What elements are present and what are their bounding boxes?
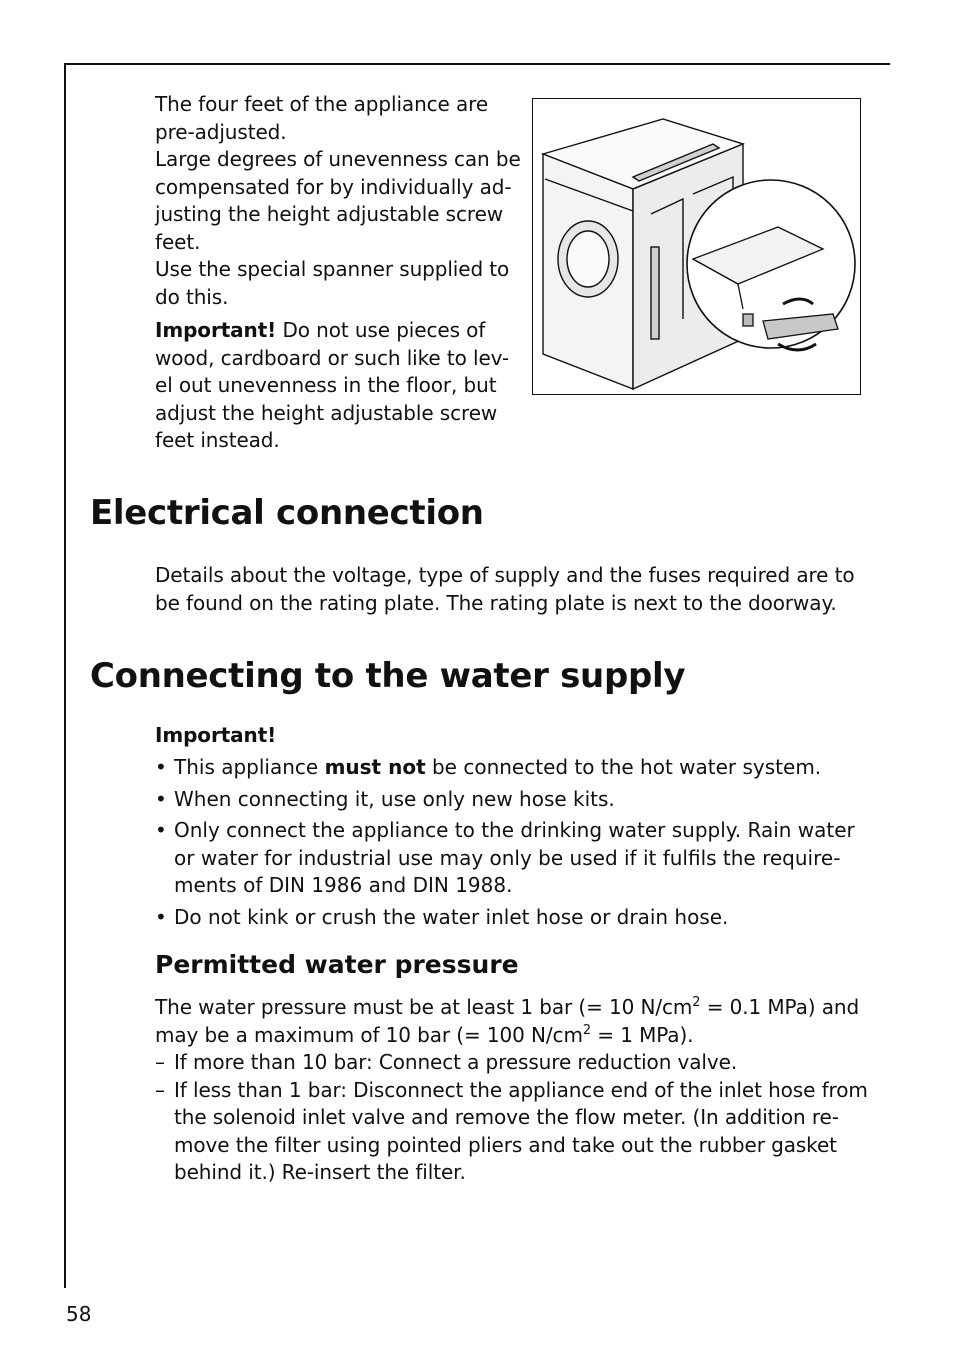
pressure-text: = 0.1 MPa) and may be a maximum of 10 bar (= 100 N/cm: [155, 995, 860, 1047]
electrical-connection-heading: Electrical connection: [90, 493, 484, 533]
list-item: • Do not kink or crush the water inlet hose or drain hose.: [155, 904, 875, 932]
intro-important: [155, 317, 525, 455]
important-label: Important!: [155, 318, 277, 342]
frame-left-rule: [64, 63, 66, 1288]
water-supply-heading: Connecting to the water supply: [90, 656, 686, 696]
pressure-paragraph: [155, 994, 875, 1049]
washing-machine-leveling-illustration: [532, 98, 861, 395]
superscript: 2: [692, 995, 701, 1010]
list-item: – If less than 1 bar: Disconnect the appliance end of the inlet hose from the solenoid inlet valve and remove the flow meter. (In addition re-move the filter using pointed pliers and take out the rubber gasket behind it.) Re-insert the filter.: [155, 1077, 875, 1187]
water-safety-list: [155, 754, 875, 935]
page-number: 58: [66, 1302, 92, 1326]
frame-top-rule: [64, 63, 890, 65]
list-item: • Only connect the appliance to the drinking water supply. Rain water or water for industrial use may only be used if it fulfils the require-ments of DIN 1986 and DIN 1988.: [155, 817, 875, 900]
electrical-connection-body: Details about the voltage, type of supply and the fuses required are to be found on the rating plate. The rating plate is next to the doorway.: [155, 563, 855, 615]
intro-paragraph-2: Large degrees of unevenness can be compensated for by individually ad-justing the height adjustable screw feet.: [155, 147, 521, 254]
list-item: • When connecting it, use only new hose kits.: [155, 786, 875, 814]
list-item: [155, 754, 875, 782]
bullet-text: This appliance: [174, 755, 325, 779]
intro-paragraph-3: Use the special spanner supplied to do this.: [155, 257, 510, 309]
water-important-label: Important!: [155, 723, 277, 747]
must-not-emphasis: must not: [324, 755, 426, 779]
pressure-text: = 1 MPa).: [591, 1022, 694, 1047]
superscript: 2: [582, 1022, 592, 1038]
important-text: Do not use pieces of wood, cardboard or such like to lev-el out unevenness in the floor, but adjust the height adjustable screw feet instead.: [155, 318, 509, 452]
permitted-water-pressure-heading: Permitted water pressure: [155, 950, 519, 979]
bullet-text: be connected to the hot water system.: [425, 755, 822, 779]
list-item: – If more than 10 bar: Connect a pressure reduction valve.: [155, 1049, 875, 1077]
intro-paragraph-1: The four feet of the appliance are pre-adjusted.: [155, 92, 489, 144]
pressure-text: The water pressure must be at least 1 bar (= 10 N/cm: [155, 995, 693, 1019]
water-pressure-body: [155, 994, 875, 1187]
washing-machine-drawing: [533, 99, 860, 394]
intro-text: [155, 91, 525, 455]
pressure-dash-list: [155, 1049, 875, 1187]
